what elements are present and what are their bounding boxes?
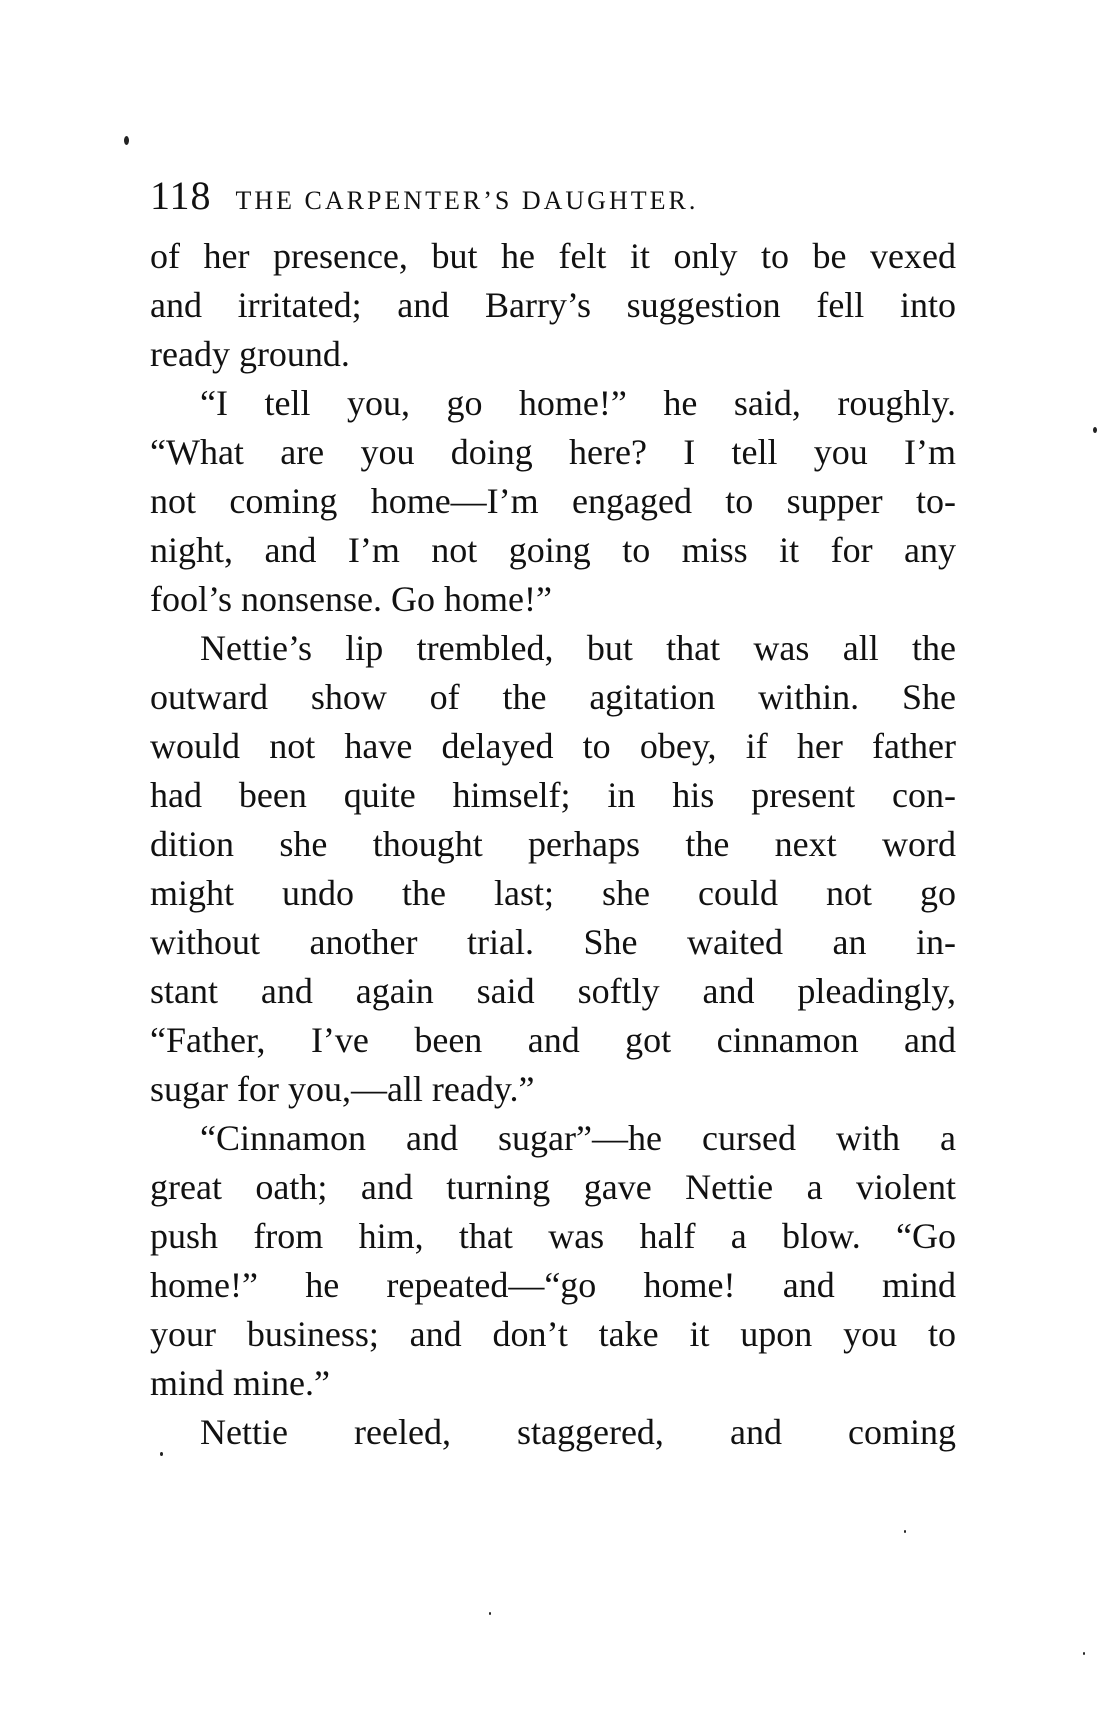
- text-line: without another trial. She waited an in-: [150, 922, 956, 962]
- scan-speck: [489, 1612, 491, 1615]
- text-line: push from him, that was half a blow. “Go: [150, 1216, 956, 1256]
- text-line: great oath; and turning gave Nettie a violent: [150, 1167, 956, 1207]
- text-line: might undo the last; she could not go: [150, 873, 956, 913]
- text-line: Nettie’s lip trembled, but that was all the: [200, 628, 956, 668]
- text-line: not coming home—I’m engaged to supper to-: [150, 481, 956, 521]
- text-line: “What are you doing here? I tell you I’m: [150, 432, 956, 472]
- text-line: outward show of the agitation within. She: [150, 677, 956, 717]
- page-number: 118: [150, 173, 212, 218]
- scan-speck: [160, 1452, 163, 1456]
- text-line: home!” he repeated—“go home! and mind: [150, 1265, 956, 1305]
- text-line: ready ground.: [150, 334, 350, 374]
- text-line: mind mine.”: [150, 1363, 330, 1403]
- text-line: had been quite himself; in his present con-: [150, 775, 956, 815]
- page-header: [150, 172, 960, 222]
- text-line: “Father, I’ve been and got cinnamon and: [150, 1020, 956, 1060]
- text-line: “I tell you, go home!” he said, roughly.: [200, 383, 956, 423]
- scan-speck: [1083, 1652, 1085, 1655]
- text-line: fool’s nonsense. Go home!”: [150, 579, 552, 619]
- running-title: THE CARPENTER’S DAUGHTER.: [235, 186, 699, 215]
- text-line: stant and again said softly and pleadingly,: [150, 971, 956, 1011]
- text-line: of her presence, but he felt it only to be vexed: [150, 236, 956, 276]
- scan-speck: [904, 1530, 906, 1533]
- text-line: and irritated; and Barry’s suggestion fell into: [150, 285, 956, 325]
- text-line: Nettie reeled, staggered, and coming: [200, 1412, 956, 1452]
- scan-speck: [124, 136, 129, 145]
- text-line: sugar for you,—all ready.”: [150, 1069, 535, 1109]
- scan-speck: [1093, 427, 1097, 433]
- text-line: dition she thought perhaps the next word: [150, 824, 956, 864]
- text-line: night, and I’m not going to miss it for any: [150, 530, 956, 570]
- text-line: would not have delayed to obey, if her father: [150, 726, 956, 766]
- text-line: “Cinnamon and sugar”—he cursed with a: [200, 1118, 956, 1158]
- text-line: your business; and don’t take it upon you to: [150, 1314, 956, 1354]
